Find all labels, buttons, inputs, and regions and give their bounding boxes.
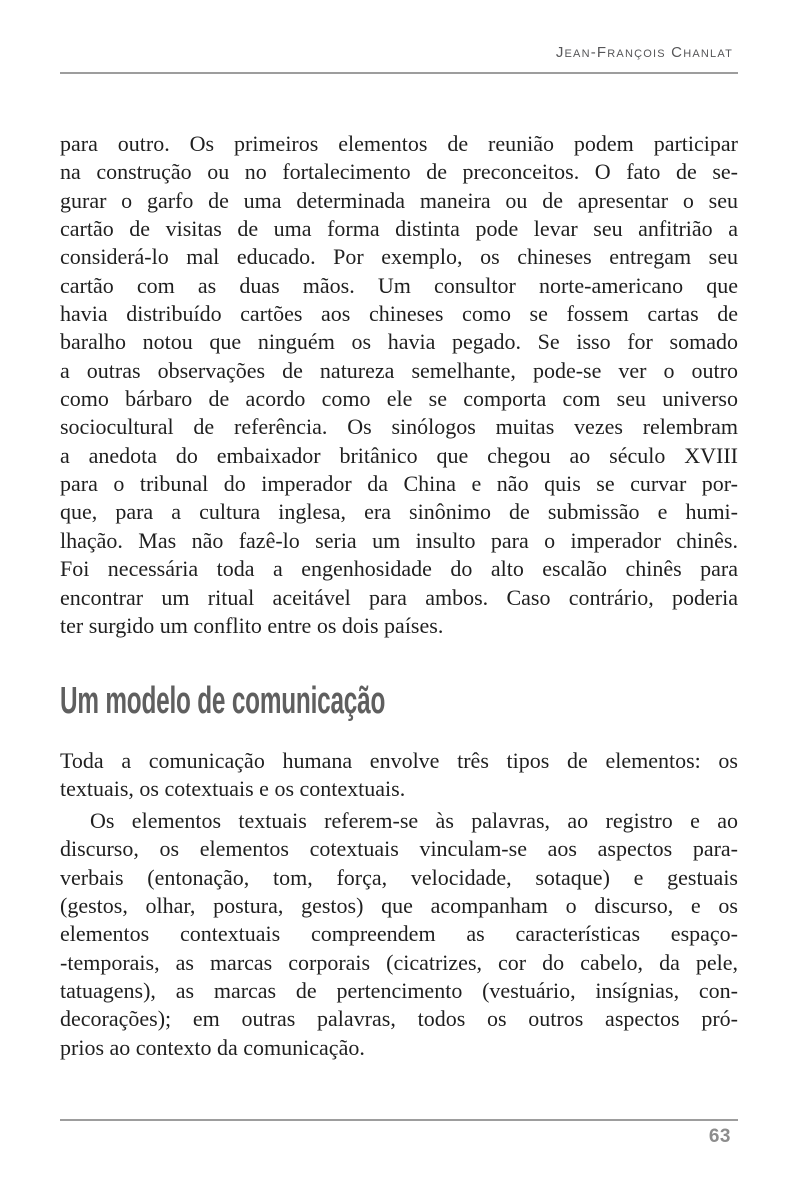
- paragraph-3: [60, 807, 738, 1062]
- text-line: tatuagens), as marcas de pertencimento (vestuário, insígnias, con-: [60, 978, 738, 1004]
- text-line: cartão de visitas de uma forma distinta pode levar seu anfitrião a: [60, 216, 738, 242]
- paragraph-1: [60, 130, 738, 640]
- text-line: havia distribuído cartões aos chineses como se fossem cartas de: [60, 301, 738, 327]
- text-line: prios ao contexto da comunicação.: [60, 1034, 365, 1060]
- text-line: verbais (entonação, tom, força, velocidade, sotaque) e gestuais: [60, 864, 738, 890]
- text-line: Foi necessária toda a engenhosidade do alto escalão chinês para: [60, 556, 738, 582]
- text-line: ter surgido um conflito entre os dois países.: [60, 612, 444, 638]
- text-line: baralho notou que ninguém os havia pegado. Se isso for somado: [60, 329, 738, 355]
- text-line: Toda a comunicação humana envolve três tipos de elementos: os: [60, 748, 738, 773]
- footer-rule: [60, 1119, 738, 1121]
- header-rule: [60, 72, 738, 74]
- paragraph-2: [60, 747, 738, 804]
- text-line: como bárbaro de acordo como ele se comporta com seu universo: [60, 386, 738, 412]
- text-line: cartão com as duas mãos. Um consultor norte-americano que: [60, 272, 738, 298]
- text-line: a anedota do embaixador britânico que chegou ao século XVIII: [60, 442, 738, 468]
- text-line: -temporais, as marcas corporais (cicatrizes, cor do cabelo, da pele,: [60, 949, 738, 975]
- text-line: encontrar um ritual aceitável para ambos. Caso contrário, poderia: [60, 584, 738, 610]
- text-line: (gestos, olhar, postura, gestos) que acompanham o discurso, e os: [60, 893, 738, 919]
- text-line: gurar o garfo de uma determinada maneira ou de apresentar o seu: [60, 187, 738, 213]
- running-header-author: Jean-François Chanlat: [555, 44, 733, 61]
- text-line: lhação. Mas não fazê-lo seria um insulto para o imperador chinês.: [60, 527, 738, 553]
- text-line: decorações); em outras palavras, todos os outros aspectos pró-: [60, 1006, 738, 1032]
- text-line: textuais, os cotextuais e os contextuais.: [60, 776, 406, 802]
- text-line: considerá-lo mal educado. Por exemplo, os chineses entregam seu: [60, 244, 738, 270]
- page-number: 63: [708, 1126, 731, 1147]
- text-line: que, para a cultura inglesa, era sinônimo de submissão e humi-: [60, 499, 738, 525]
- text-line: elementos contextuais compreendem as características espaço-: [60, 921, 738, 947]
- text-line: a outras observações de natureza semelhante, pode-se ver o outro: [60, 357, 738, 383]
- text-line: discurso, os elementos cotextuais vinculam-se aos aspectos para-: [60, 836, 738, 862]
- section-heading: Um modelo de comunicação: [60, 680, 386, 722]
- text-line: na construção ou no fortalecimento de preconceitos. O fato de se-: [60, 159, 738, 185]
- text-line: sociocultural de referência. Os sinólogos muitas vezes relembram: [60, 414, 738, 440]
- text-line: Os elementos textuais referem-se às palavras, ao registro e ao: [90, 808, 738, 833]
- text-line: para outro. Os primeiros elementos de reunião podem participar: [60, 131, 738, 156]
- text-line: para o tribunal do imperador da China e não quis se curvar por-: [60, 471, 738, 497]
